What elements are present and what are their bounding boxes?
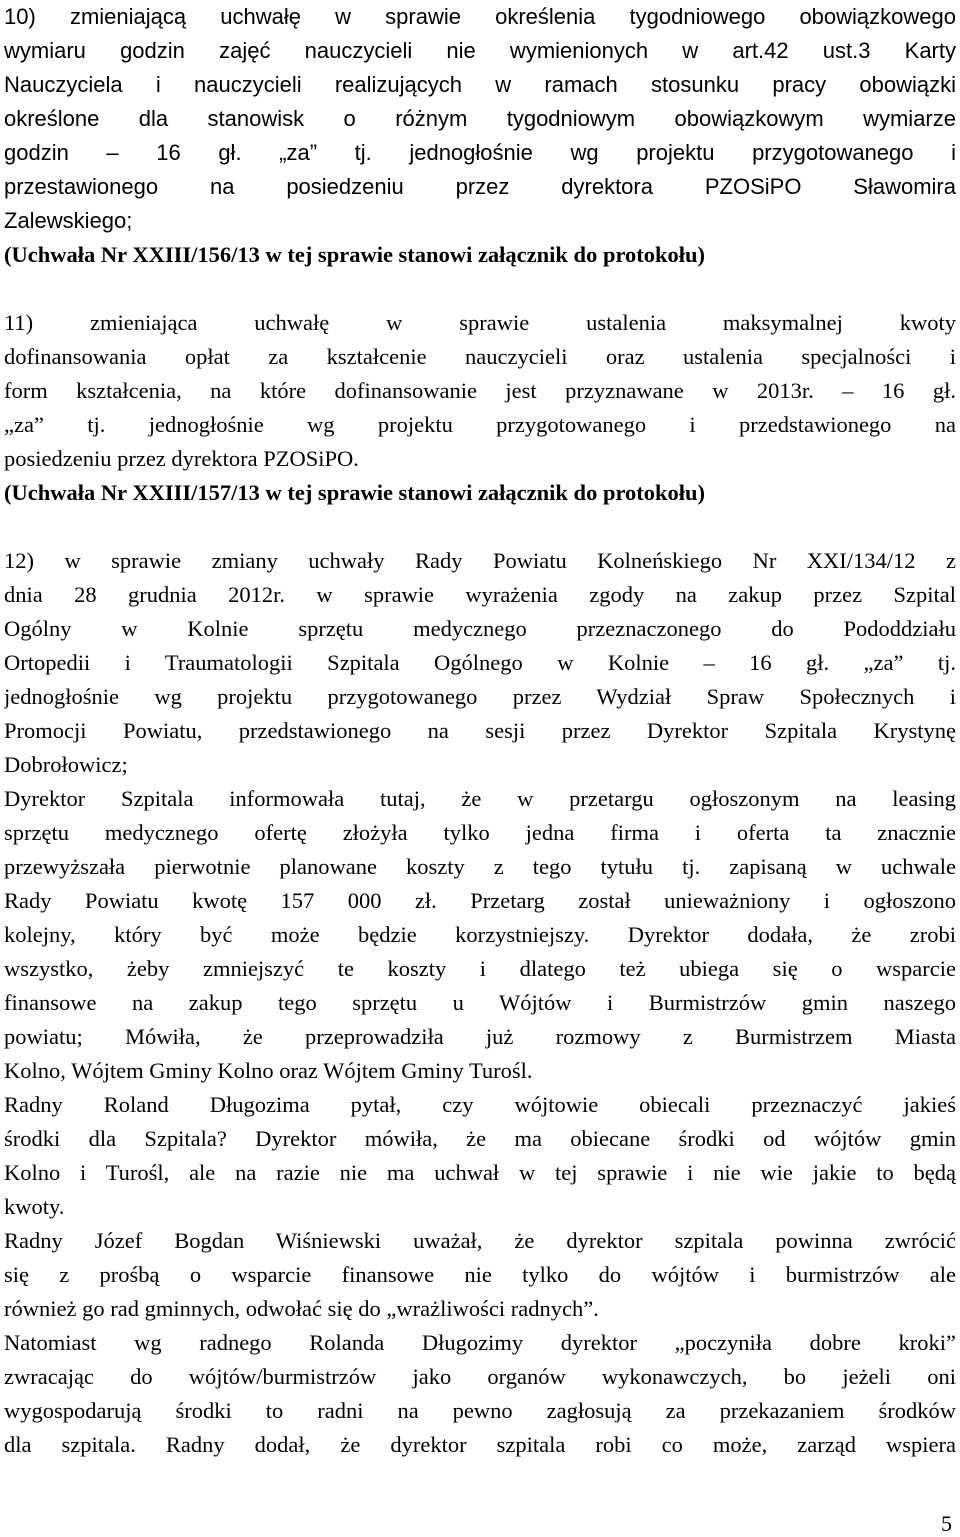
text-line: „za” tj. jednogłośnie wg projektu przygotowanego i przedstawionego na	[4, 412, 956, 437]
text-line: posiedzeniu przez dyrektora PZOSiPO.	[4, 446, 359, 471]
text-line: określone dla stanowisk o różnym tygodniowym obowiązkowym wymiarze	[4, 106, 956, 131]
item-11-paragraph	[4, 306, 956, 510]
text-line: Natomiast wg radnego Rolanda Długozimy dyrektor „poczyniła dobre kroki”	[4, 1330, 956, 1355]
text-line: Dyrektor Szpitala informowała tutaj, że w przetargu ogłoszonym na leasing	[4, 786, 956, 811]
text-line: Promocji Powiatu, przedstawionego na sesji przez Dyrektor Szpitala Krystynę	[4, 718, 956, 743]
resolution-note: (Uchwała Nr XXIII/157/13 w tej sprawie stanowi załącznik do protokołu)	[4, 480, 706, 505]
document-page	[4, 0, 956, 1462]
page-number: 5	[941, 1511, 952, 1536]
text-line: Kolno i Turośl, ale na razie nie ma uchwał w tej sprawie i nie wie jakie to będą	[4, 1160, 956, 1185]
text-line: Radny Roland Długozima pytał, czy wójtowie obiecali przeznaczyć jakieś	[4, 1092, 956, 1117]
text-line: sprzętu medycznego ofertę złożyła tylko jedna firma i oferta ta znacznie	[4, 820, 956, 845]
text-line: Zalewskiego;	[4, 208, 133, 233]
text-line: Dobrołowicz;	[4, 752, 128, 777]
text-line: 12) w sprawie zmiany uchwały Rady Powiatu Kolneńskiego Nr XXI/134/12 z	[4, 548, 956, 573]
text-line: dofinansowania opłat za kształcenie nauczycieli oraz ustalenia specjalności i	[4, 344, 956, 369]
paragraph-gap	[4, 272, 956, 306]
item-12-paragraph	[4, 544, 956, 1462]
text-line: godzin – 16 gł. „za” tj. jednogłośnie wg projektu przygotowanego i	[4, 140, 956, 165]
text-line: również go rad gminnych, odwołać się do „wrażliwości radnych”.	[4, 1296, 599, 1321]
text-line: Kolno, Wójtem Gminy Kolno oraz Wójtem Gminy Turośl.	[4, 1058, 533, 1083]
resolution-note: (Uchwała Nr XXIII/156/13 w tej sprawie stanowi załącznik do protokołu)	[4, 242, 706, 267]
text-line: 11) zmieniająca uchwałę w sprawie ustalenia maksymalnej kwoty	[4, 310, 956, 335]
paragraph-gap	[4, 510, 956, 544]
text-line: 10) zmieniającą uchwałę w sprawie określenia tygodniowego obowiązkowego	[4, 4, 956, 29]
text-line: Nauczyciela i nauczycieli realizujących w ramach stosunku pracy obowiązki	[4, 72, 956, 97]
text-line: kwoty.	[4, 1194, 65, 1219]
text-line: dnia 28 grudnia 2012r. w sprawie wyrażenia zgody na zakup przez Szpital	[4, 582, 956, 607]
text-line: jednogłośnie wg projektu przygotowanego przez Wydział Spraw Społecznych i	[4, 684, 956, 709]
text-line: Ortopedii i Traumatologii Szpitala Ogólnego w Kolnie – 16 gł. „za” tj.	[4, 650, 956, 675]
text-line: przewyższała pierwotnie planowane koszty z tego tytułu tj. zapisaną w uchwale	[4, 854, 956, 879]
text-line: kolejny, który być może będzie korzystniejszy. Dyrektor dodała, że zrobi	[4, 922, 956, 947]
text-line: Rady Powiatu kwotę 157 000 zł. Przetarg został unieważniony i ogłoszono	[4, 888, 956, 913]
text-line: form kształcenia, na które dofinansowanie jest przyznawane w 2013r. – 16 gł.	[4, 378, 956, 403]
text-line: wymiaru godzin zajęć nauczycieli nie wymienionych w art.42 ust.3 Karty	[4, 38, 956, 63]
text-line: wygospodarują środki to radni na pewno zagłosują za przekazaniem środków	[4, 1398, 956, 1423]
item-10-paragraph	[4, 0, 956, 272]
text-line: powiatu; Mówiła, że przeprowadziła już rozmowy z Burmistrzem Miasta	[4, 1024, 956, 1049]
text-line: przestawionego na posiedzeniu przez dyrektora PZOSiPO Sławomira	[4, 174, 956, 199]
text-line: Radny Józef Bogdan Wiśniewski uważał, że dyrektor szpitala powinna zwrócić	[4, 1228, 956, 1253]
text-line: wszystko, żeby zmniejszyć te koszty i dlatego też ubiega się o wsparcie	[4, 956, 956, 981]
text-line: się z prośbą o wsparcie finansowe nie tylko do wójtów i burmistrzów ale	[4, 1262, 956, 1287]
text-line: Ogólny w Kolnie sprzętu medycznego przeznaczonego do Pododdziału	[4, 616, 956, 641]
text-line: środki dla Szpitala? Dyrektor mówiła, że ma obiecane środki od wójtów gmin	[4, 1126, 956, 1151]
text-line: finansowe na zakup tego sprzętu u Wójtów i Burmistrzów gmin naszego	[4, 990, 956, 1015]
text-line: dla szpitala. Radny dodał, że dyrektor szpitala robi co może, zarząd wspiera	[4, 1432, 956, 1457]
text-line: zwracając do wójtów/burmistrzów jako organów wykonawczych, bo jeżeli oni	[4, 1364, 956, 1389]
